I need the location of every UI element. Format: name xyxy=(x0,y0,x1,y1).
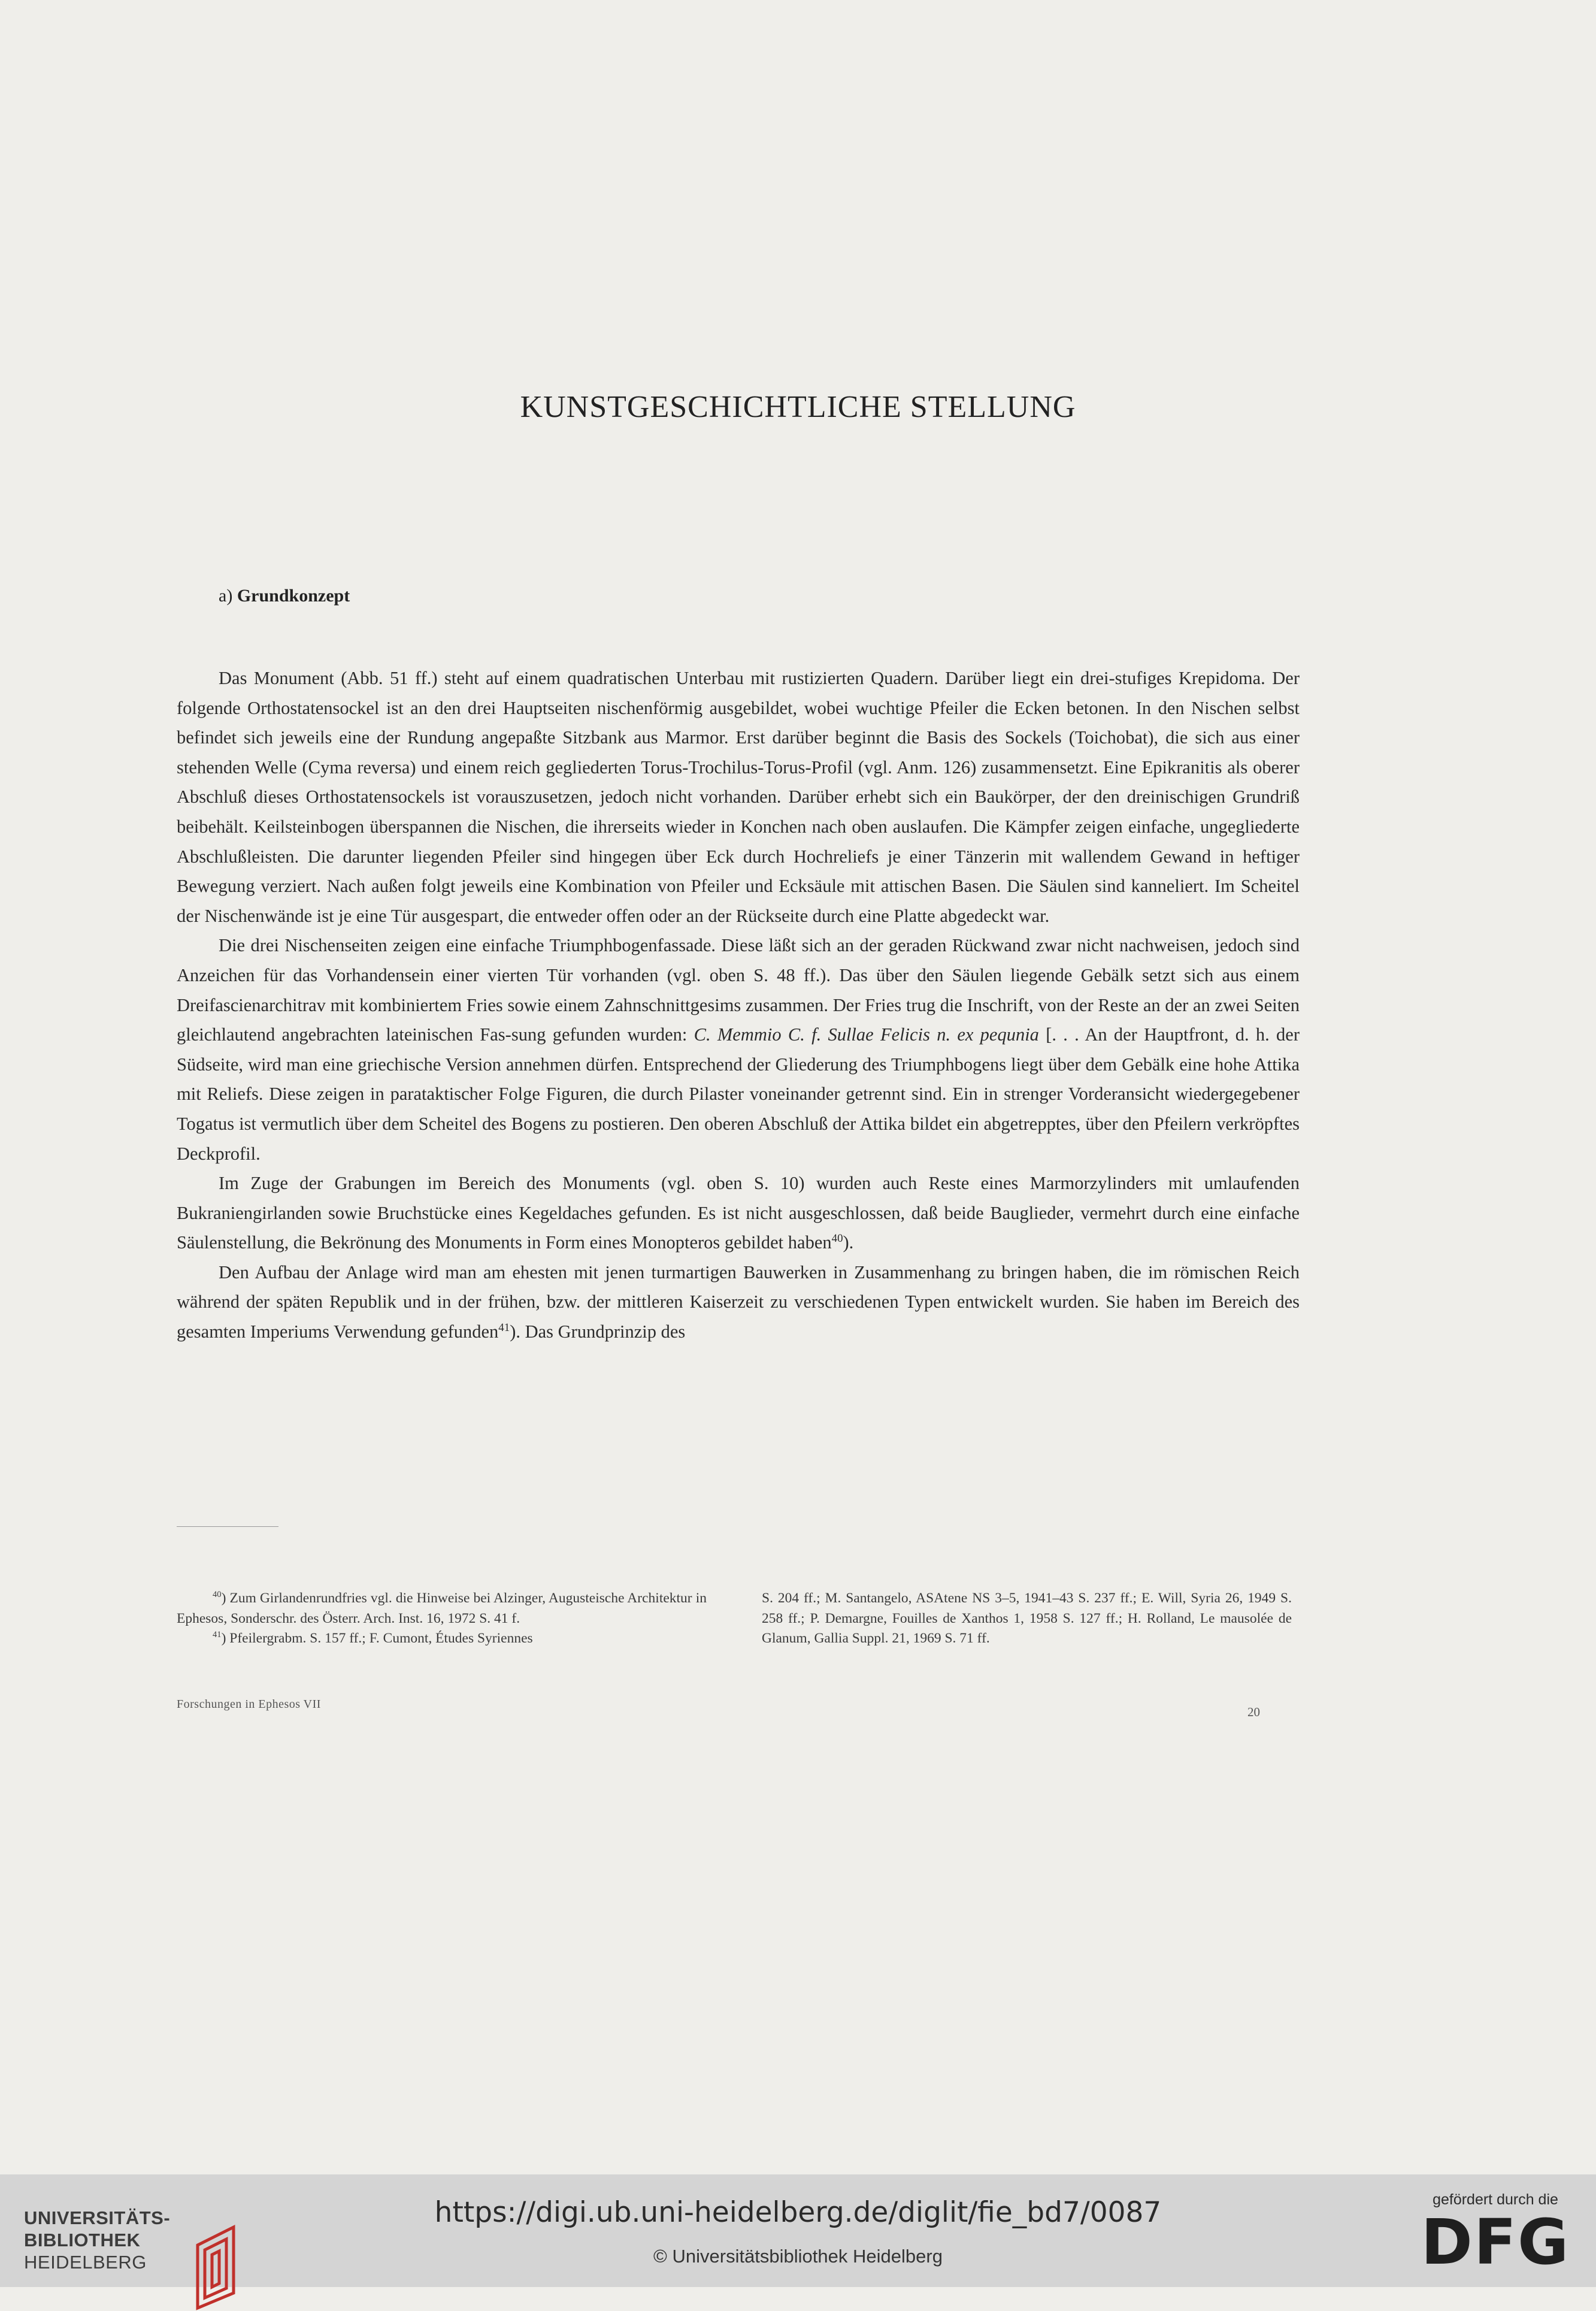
inscription-text: C. Memmio C. f. Sullae Felicis n. ex pequnia xyxy=(693,1024,1039,1045)
text-run: Die drei Nischenseiten zeigen eine einfache Triumphbogenfassade. Diese läßt sich an der geraden Rückwand zwar nicht nachweisen, jedoch sind Anzeichen für das Vorhandensein einer vierten Tür vorhanden (vgl. oben S. 48 ff.). Das über den Säulen liegende Gebälk setzt sich aus einem Dreifascienarchitrav mit kombiniertem Fries sowie einem Zahnschnittgesims zusammen. Der Fries trug die Inschrift, von der Reste an der an zwei Seiten gleichlautend angebrachten lateinischen Fas-sung gefunden wurden: xyxy=(177,935,1300,1045)
footnote-text: ) Pfeilergrabm. S. 157 ff.; F. Cumont, Études Syriennes xyxy=(221,1631,533,1646)
footnote-number: 41 xyxy=(213,1630,222,1640)
page-title: KUNSTGESCHICHTLICHE STELLUNG xyxy=(520,390,1076,424)
section-marker: a) xyxy=(219,586,233,606)
funder-label: gefördert durch die xyxy=(1433,2191,1558,2208)
footnote-number: 40 xyxy=(213,1590,222,1600)
permalink-url[interactable]: https://digi.ub.uni-heidelberg.de/diglit/fie_bd7/0087 xyxy=(434,2196,1162,2229)
footnote-text: ) Zum Girlandenrundfries vgl. die Hinweise bei Alzinger, Augusteische Architektur in Ephesos, Sonderschr. des Österr. Arch. Inst. 16, 1972 S. 41 f. xyxy=(177,1590,707,1626)
text-run: ). Das Grundprinzip des xyxy=(510,1321,686,1342)
footnote-reference: 40 xyxy=(831,1232,843,1245)
running-footer: Forschungen in Ephesos VII xyxy=(177,1698,321,1711)
text-run: Das Monument (Abb. 51 ff.) steht auf einem quadratischen Unterbau mit rustizierten Quadern. Darüber liegt ein drei-stufiges Krepidoma. Der folgende Orthostatensockel ist an den drei Hauptseiten nischenförmig ausgebildet, wobei wuchtige Pfeiler die Ecken betonen. In den Nischen selbst befindet sich jeweils eine der Rundung angepaßte Sitzbank aus Marmor. Erst darüber beginnt die Basis des Sockels (Toichobat), die sich aus einer stehenden Welle (Cyma reversa) und einem reich gegliederten Torus-Trochilus-Torus-Profil (vgl. Anm. 126) zusammensetzt. Eine Epikranitis als oberer Abschluß dieses Orthostatensockels ist vorauszusetzen, jedoch nicht vorhanden. Darüber erhebt sich ein Baukörper, der den dreinischigen Grundriß beibehält. Keilsteinbogen überspannen die Nischen, die ihrerseits wieder in Konchen nach oben auslaufen. Die Kämpfer zeigen einfache, ungegliederte Abschlußleisten. Die darunter liegenden Pfeiler sind hingegen über Eck durch Hochreliefs je einer Tänzerin mit wallendem Gewand in heftiger Bewegung verziert. Nach außen folgt jeweils eine Kombination von Pfeiler und Ecksäule mit attischen Basen. Die Säulen sind kanneliert. Im Scheitel der Nischenwände ist je eine Tür ausgespart, die entweder offen oder an der Rückseite durch eine Platte abgedeckt war. xyxy=(177,668,1300,926)
footnotes-left-column xyxy=(177,1589,707,1649)
library-name-line2: BIBLIOTHEK xyxy=(24,2230,141,2250)
footnote-reference: 41 xyxy=(498,1321,510,1334)
paragraph xyxy=(177,664,1300,931)
digitization-footer xyxy=(0,2174,1596,2287)
text-run: [. . . An der Hauptfront, d. h. der Südseite, wird man eine griechische Version annehmen dürfen. Entsprechend der Gliederung des Triumphbogens liegt über dem Gebälk eine hohe Attika mit Reliefs. Diese zeigen in parataktischer Folge Figuren, die durch Pilaster voneinander getrennt sind. Ein in strenger Vorderansicht wiedergegebener Togatus ist vermutlich über dem Scheitel des Bogens zu postieren. Den oberen Abschluß der Attika bildet ein abgetrepptes, über den Pfeilern verkröpftes Deckprofil. xyxy=(177,1024,1300,1164)
paragraph xyxy=(177,1258,1300,1347)
page-number: 20 xyxy=(1247,1705,1260,1719)
library-name-line1: UNIVERSITÄTS- xyxy=(24,2207,171,2228)
section-title: Grundkonzept xyxy=(237,586,350,606)
section-heading xyxy=(219,586,350,606)
funder-logo[interactable] xyxy=(1421,2191,1570,2279)
library-name-line3: HEIDELBERG xyxy=(24,2252,147,2273)
footnote-divider xyxy=(177,1526,278,1527)
copyright-notice: © Universitätsbibliothek Heidelberg xyxy=(653,2246,943,2267)
text-run: ). xyxy=(843,1232,854,1253)
dfg-logo-icon: DFG xyxy=(1421,2206,1570,2279)
footnote-40 xyxy=(177,1589,707,1629)
footnote-41 xyxy=(177,1629,707,1649)
footnotes-right-column xyxy=(762,1589,1292,1649)
text-run: Im Zuge der Grabungen im Bereich des Monuments (vgl. oben S. 10) wurden auch Reste eines Marmorzylinders mit umlaufenden Bukraniengirlanden sowie Bruchstücke eines Kegeldaches gefunden. Es ist nicht ausgeschlossen, daß beide Bauglieder, vermehrt durch eine einfache Säulenstellung, die Bekrönung des Monuments in Form eines Monopteros gebildet haben xyxy=(177,1173,1300,1253)
body-text xyxy=(177,664,1300,1347)
paragraph xyxy=(177,931,1300,1169)
text-run: Den Aufbau der Anlage wird man am ehesten mit jenen turmartigen Bauwerken in Zusammenhang zu bringen haben, die im römischen Reich während der späten Republik und in der frühen, bzw. der mittleren Kaiserzeit zu verschiedenen Typen entwickelt wurden. Sie haben im Bereich des gesamten Imperiums Verwendung gefunden xyxy=(177,1262,1300,1342)
footnote-41-continued: S. 204 ff.; M. Santangelo, ASAtene NS 3–5, 1941–43 S. 237 ff.; E. Will, Syria 26, 1949 S. 258 ff.; P. Demargne, Fouilles de Xanthos 1, 1958 S. 127 ff.; H. Rolland, Le mausolée de Glanum, Gallia Suppl. 21, 1969 S. 71 ff. xyxy=(762,1590,1292,1646)
paragraph xyxy=(177,1169,1300,1258)
